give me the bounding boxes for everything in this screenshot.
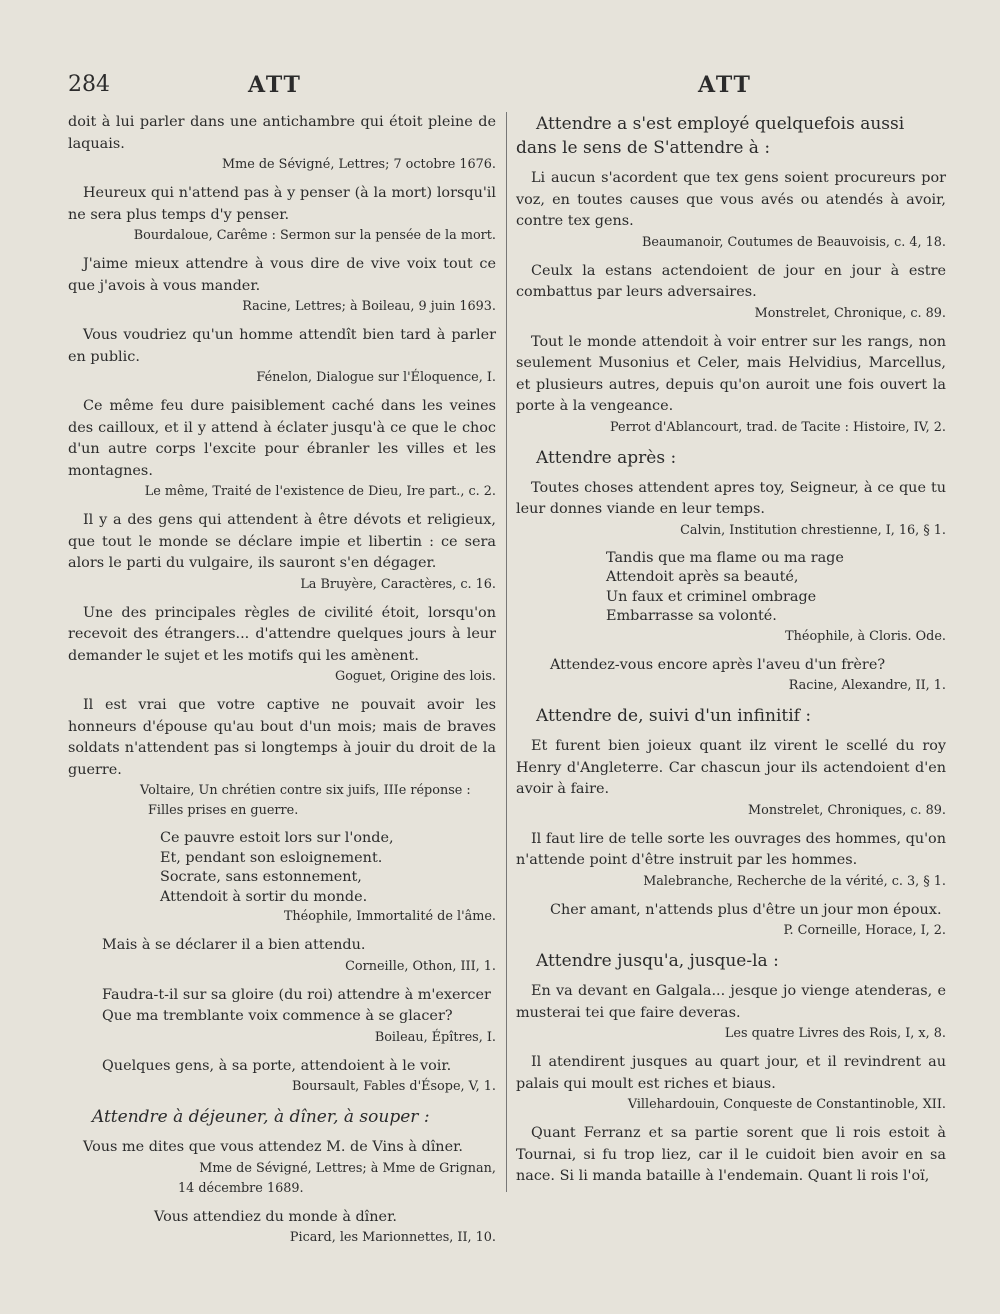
verse-line: Attendoit à sortir du monde. bbox=[160, 888, 368, 905]
citation: Bourdaloue, Carême : Sermon sur la pensée de la mort. bbox=[133, 228, 496, 243]
section-heading: Attendre a s'est employé quelquefois aussi dans le sens de S'attendre à : bbox=[516, 114, 905, 158]
column-divider bbox=[506, 112, 507, 1192]
verse-line: Un faux et criminel ombrage bbox=[606, 588, 817, 605]
citation: Racine, Alexandre, II, 1. bbox=[788, 678, 946, 693]
verse-line: Socrate, sans estonnement, bbox=[160, 869, 362, 885]
section-heading: Attendre après : bbox=[536, 447, 677, 468]
quotation: En va devant en Galgala... jesque jo vienge atenderas, e musterai tei que faire deveras. bbox=[516, 983, 946, 1021]
quotation: Et furent bien joieux quant ilz virent le scellé du roy Henry d'Angleterre. Car chascun jour ils actendoient d'en avoir à faire. bbox=[516, 738, 946, 797]
verse-quotation: Mais à se déclarer il a bien attendu. bbox=[102, 937, 366, 953]
quotation: Li aucun s'acordent que tex gens soient procureurs por voz, en toutes causes que vous avés ou atendés à avoir, contre tex gens. bbox=[516, 170, 946, 229]
citation: Mme de Sévigné, Lettres; 7 octobre 1676. bbox=[221, 157, 496, 172]
quotation: Vous voudriez qu'un homme attendît bien tard à parler en public. bbox=[68, 327, 496, 365]
citation: Mme de Sévigné, Lettres; à Mme de Grignan, bbox=[199, 1160, 496, 1176]
citation: Beaumanoir, Coutumes de Beauvoisis, c. 4, 18. bbox=[642, 234, 946, 250]
verse-quotation: Quelques gens, à sa porte, attendoient à le voir. bbox=[102, 1057, 452, 1074]
verse-line: Et, pendant son esloignement. bbox=[160, 849, 383, 866]
citation: Monstrelet, Chroniques, c. 89. bbox=[748, 802, 946, 818]
citation: Voltaire, Un chrétien contre six juifs, IIIe réponse : bbox=[140, 783, 471, 798]
quotation: J'aime mieux attendre à vous dire de vive voix tout ce que j'avois à vous mander. bbox=[68, 256, 496, 294]
citation: Monstrelet, Chronique, c. 89. bbox=[754, 305, 946, 321]
citation-continued: Filles prises en guerre. bbox=[148, 803, 299, 818]
quotation: Quant Ferranz et sa partie sorent que li rois estoit à Tournai, si fu trop liez, car il le cuidoit bien avoir en sa nace. Si li manda bataille à l'endemain. Quant li rois l'oï, bbox=[516, 1125, 946, 1184]
verse-quotation: Faudra-t-il sur sa gloire (du roi) attendre à m'exercer bbox=[102, 986, 491, 1003]
verse-line: Ce pauvre estoit lors sur l'onde, bbox=[160, 830, 394, 846]
verse-quotation: Attendez-vous encore après l'aveu d'un frère? bbox=[550, 656, 886, 673]
citation: Les quatre Livres des Rois, I, x, 8. bbox=[724, 1026, 946, 1041]
citation: Calvin, Institution chrestienne, I, 16, § 1. bbox=[680, 522, 946, 538]
citation: Corneille, Othon, III, 1. bbox=[345, 958, 496, 974]
verse-line: Embarrasse sa volonté. bbox=[606, 608, 777, 624]
citation: Théophile, Immortalité de l'âme. bbox=[283, 909, 496, 924]
right-column bbox=[516, 112, 946, 1188]
citation: Goguet, Origine des lois. bbox=[334, 669, 496, 684]
verse-quotation: Que ma tremblante voix commence à se glacer? bbox=[102, 1008, 453, 1024]
quotation: Ce même feu dure paisiblement caché dans les veines des cailloux, et il y attend à éclater jusqu'à ce que le choc d'un autre corps l'excite pour ébranler les villes et les montagnes. bbox=[68, 398, 496, 479]
citation: P. Corneille, Horace, I, 2. bbox=[783, 923, 946, 938]
left-column bbox=[68, 112, 496, 1256]
quotation: Il est vrai que votre captive ne pouvait avoir les honneurs d'épouse qu'au bout d'un mois; mais de braves soldats n'attendent pas si longtemps à jouir du droit de la guerre. bbox=[68, 697, 496, 778]
verse-line: Tandis que ma flame ou ma rage bbox=[606, 549, 844, 566]
citation: La Bruyère, Caractères, c. 16. bbox=[300, 576, 496, 592]
quotation: Il atendirent jusques au quart jour, et il revindrent au palais qui moult est riches et biaus. bbox=[516, 1054, 946, 1092]
quotation: Heureux qui n'attend pas à y penser (à la mort) lorsqu'il ne sera plus temps d'y penser. bbox=[68, 185, 496, 223]
quotation: Toutes choses attendent apres toy, Seigneur, à ce que tu leur donnes viande en leur temps. bbox=[516, 479, 946, 517]
verse-block bbox=[68, 829, 496, 907]
citation: Boursault, Fables d'Ésope, V, 1. bbox=[292, 1079, 496, 1094]
verse-line: Attendoit après sa beauté, bbox=[606, 569, 799, 585]
section-heading: Attendre à déjeuner, à dîner, à souper : bbox=[92, 1107, 430, 1127]
section-heading: Attendre jusqu'a, jusque-la : bbox=[536, 951, 779, 971]
quotation: doit à lui parler dans une antichambre qui étoit pleine de laquais. bbox=[68, 114, 496, 152]
page-number: 284 bbox=[68, 72, 110, 97]
citation: Fénelon, Dialogue sur l'Éloquence, I. bbox=[256, 370, 496, 385]
running-head-left: ATT bbox=[248, 72, 302, 98]
quotation: Il y a des gens qui attendent à être dévots et religieux, que tout le monde se déclare impie et libertin : ce sera alors le parti du vulgaire, ils sauront s'en dégager. bbox=[68, 512, 496, 571]
citation: Malebranche, Recherche de la vérité, c. 3, § 1. bbox=[643, 873, 946, 889]
quotation: Une des principales règles de civilité étoit, lorsqu'on recevoit des étrangers... d'attendre quelques jours à leur demander le sujet et les motifs qui les amènent. bbox=[68, 604, 496, 664]
quotation: Ceulx la estans actendoient de jour en jour à estre combattus par leurs adversaires. bbox=[516, 262, 946, 300]
citation: Racine, Lettres; à Boileau, 9 juin 1693. bbox=[242, 299, 496, 314]
citation: Villehardouin, Conqueste de Constantinoble, XII. bbox=[627, 1097, 946, 1112]
running-head-right: ATT bbox=[698, 72, 752, 98]
citation-continued: 14 décembre 1689. bbox=[178, 1180, 304, 1196]
quotation: Il faut lire de telle sorte les ouvrages des hommes, qu'on n'attende point d'être instruit par les hommes. bbox=[516, 830, 946, 868]
citation: Boileau, Épîtres, I. bbox=[374, 1029, 496, 1045]
citation: Picard, les Marionnettes, II, 10. bbox=[289, 1230, 496, 1245]
quotation: Vous me dites que vous attendez M. de Vins à dîner. bbox=[83, 1139, 463, 1155]
section-heading: Attendre de, suivi d'un infinitif : bbox=[536, 706, 812, 726]
citation: Le même, Traité de l'existence de Dieu, Ire part., c. 2. bbox=[144, 484, 496, 499]
quotation: Tout le monde attendoit à voir entrer sur les rangs, non seulement Musonius et Celer, mais Helvidius, Marcellus, et plusieurs autres, depuis qu'on auroit une fois ouvert la porte à la vengeance. bbox=[516, 333, 946, 414]
verse-block bbox=[516, 549, 946, 627]
quotation: Vous attendiez du monde à dîner. bbox=[154, 1208, 397, 1225]
citation: Perrot d'Ablancourt, trad. de Tacite : Histoire, IV, 2. bbox=[609, 419, 946, 435]
verse-quotation: Cher amant, n'attends plus d'être un jour mon époux. bbox=[550, 901, 942, 918]
citation: Théophile, à Cloris. Ode. bbox=[785, 628, 946, 644]
